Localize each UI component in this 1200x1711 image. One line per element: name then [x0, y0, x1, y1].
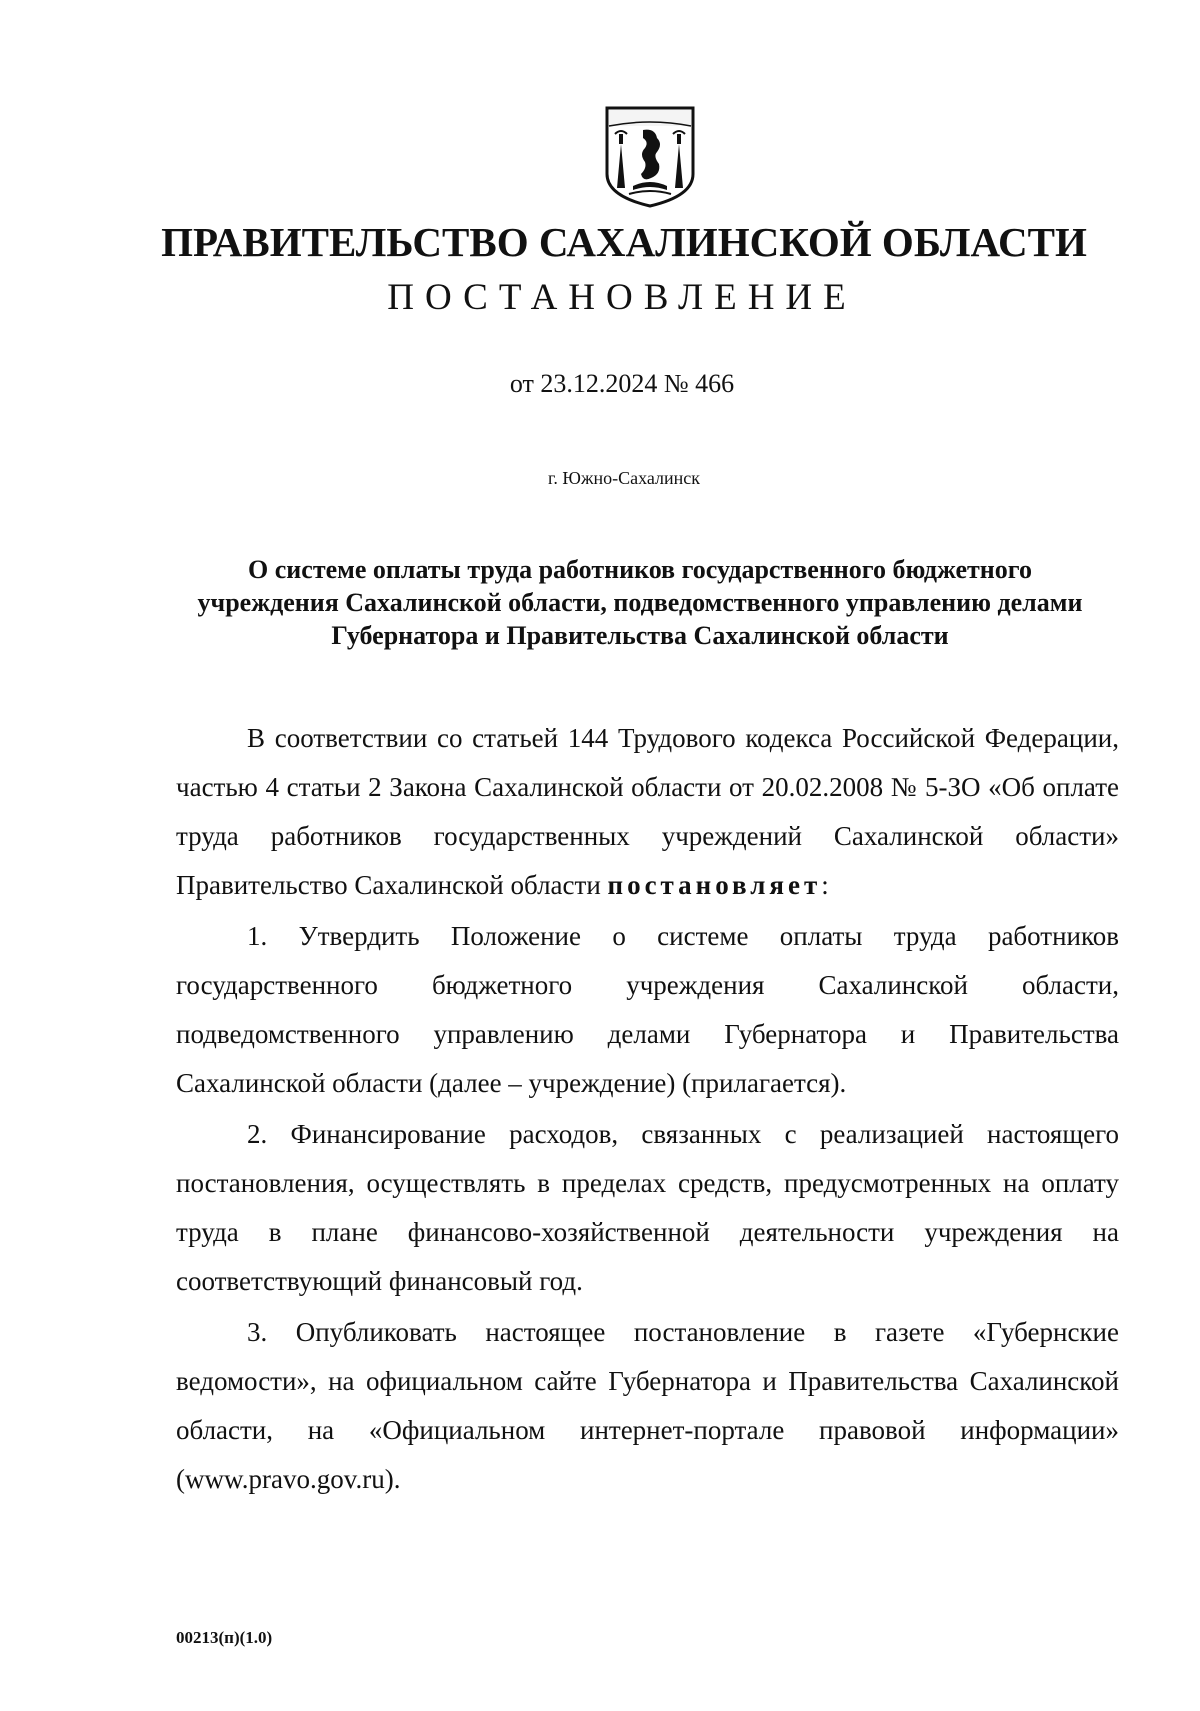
document-subject: О системе оплаты труда работников государственного бюджетного учреждения Сахалинской области, подведомственного управлению делами Губернатора и Правительства Сахалинской области — [197, 555, 1083, 650]
preamble-paragraph — [176, 714, 1119, 910]
government-title: ПРАВИТЕЛЬСТВО САХАЛИНСКОЙ ОБЛАСТИ — [161, 219, 1087, 265]
item-paragraph-1: 1. Утвердить Положение о системе оплаты труда работников государственного бюджетного учреждения Сахалинской области, подведомственного управлению делами Губернатора и Правительства Сахалинской области (далее – учреждение) (прилагается). — [176, 921, 1119, 1098]
document-date-number: от 23.12.2024 № 466 — [509, 369, 735, 398]
document-type: ПОСТАНОВЛЕНИЕ — [387, 277, 857, 318]
document-body — [176, 714, 1119, 1504]
item-paragraph-2: 2. Финансирование расходов, связанных с реализацией настоящего постановления, осуществлять в пределах средств, предусмотренных на оплату труда в плане финансово-хозяйственной деятельности учреждения на соответствующий финансовый год. — [176, 1119, 1119, 1296]
item-paragraph-3: 3. Опубликовать настоящее постановление в газете «Губернские ведомости», на официальном сайте Губернатора и Правительства Сахалинской области, на «Официальном интернет-портале правовой информации» (www.pravo.gov.ru). — [176, 1317, 1119, 1494]
sakhalin-coat-of-arms-icon — [603, 104, 697, 208]
document-city: г. Южно-Сахалинск — [547, 468, 701, 488]
decree-word: постановляет — [607, 870, 822, 900]
decree-colon: : — [821, 870, 829, 900]
footer-form-code: 00213(п)(1.0) — [176, 1628, 273, 1647]
preamble-text: В соответствии со статьей 144 Трудового кодекса Российской Федерации, частью 4 статьи 2 Закона Сахалинской области от 20.02.2008 № 5-ЗО «Об оплате труда работников государственных учреждений Сахалинской области» Правительство Сахалинской области — [176, 723, 1119, 900]
